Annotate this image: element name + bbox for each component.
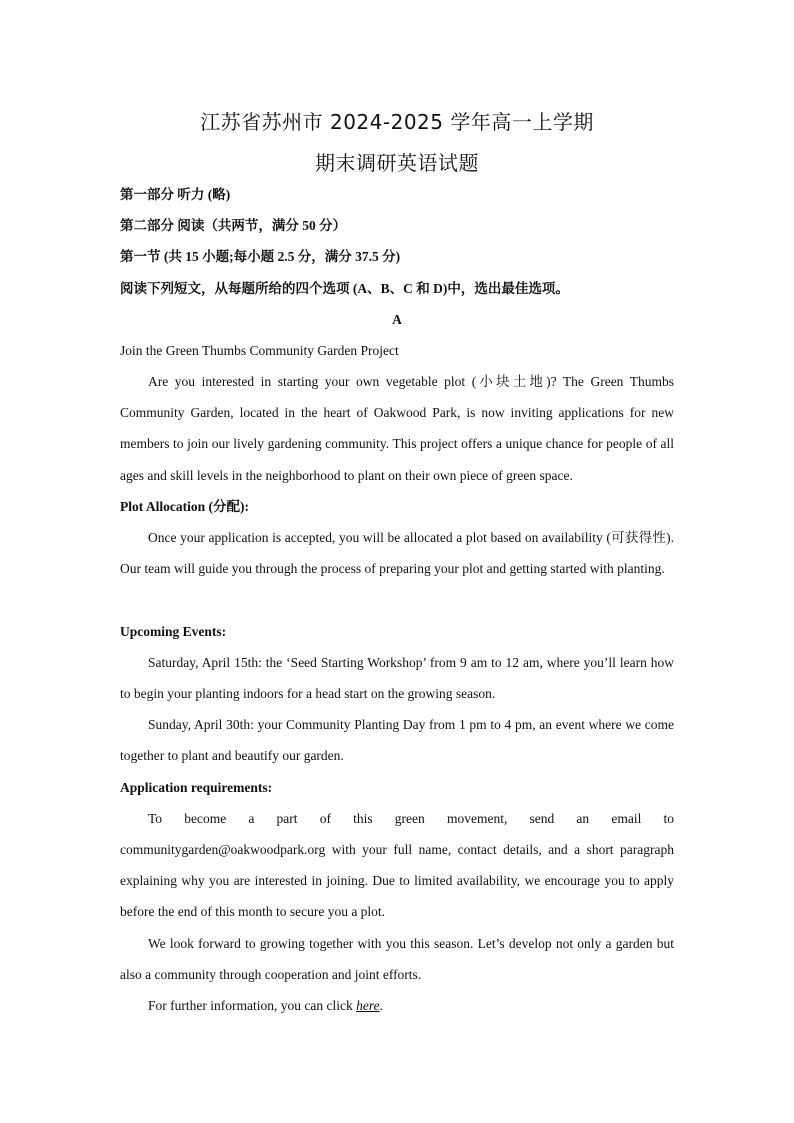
closing-paragraph: We look forward to growing together with you this season. Let’s develop not only a garden but also a community through cooperation and joint efforts. — [120, 936, 674, 983]
further-info-paragraph — [120, 990, 674, 1021]
passage-label: A — [392, 312, 402, 327]
part2-heading: 第二部分 阅读（共两节，满分 50 分） — [120, 218, 347, 233]
allocation-heading: Plot Allocation (分配): — [120, 499, 249, 514]
part1-heading: 第一部分 听力 (略) — [120, 187, 231, 202]
event-1-paragraph: Saturday, April 15th: the ‘Seed Starting Workshop’ from 9 am to 12 am, where you’ll learn how to begin your planting indoors for a head start on the growing season. — [120, 655, 674, 702]
further-info-text: For further information, you can click — [148, 998, 357, 1013]
instruction-text: 阅读下列短文，从每题所给的四个选项 (A、B、C 和 D)中，选出最佳选项。 — [120, 281, 569, 296]
further-info-end: . — [379, 998, 383, 1013]
intro-paragraph: Are you interested in starting your own vegetable plot (小块土地)? The Green Thumbs Community Garden, located in the heart of Oakwood Park, is now inviting applications for new members to join our lively gardening community. This project offers a unique chance for people of all ages and skill levels in the neighborhood to plant on their own piece of green space. — [120, 374, 674, 483]
events-heading: Upcoming Events: — [120, 624, 227, 639]
here-link[interactable]: here — [356, 998, 380, 1013]
requirements-heading: Application requirements: — [120, 780, 273, 795]
page-title: 江苏省苏州市 2024-2025 学年高一上学期 — [200, 110, 594, 134]
requirements-paragraph-line1: To become a part of this green movement, send an email to — [148, 811, 674, 826]
section1-heading: 第一节 (共 15 小题;每小题 2.5 分，满分 37.5 分) — [120, 249, 401, 264]
event-2-paragraph: Sunday, April 30th: your Community Planting Day from 1 pm to 4 pm, an event where we come together to plant and beautify our garden. — [120, 717, 674, 764]
page-subtitle: 期末调研英语试题 — [315, 151, 479, 175]
requirements-paragraph: communitygarden@oakwoodpark.org with your full name, contact details, and a short paragraph explaining why you are interested in joining. Due to limited availability, we encourage you to apply before the end of this month to secure you a plot. — [120, 842, 674, 920]
passage-heading: Join the Green Thumbs Community Garden Project — [120, 343, 399, 358]
allocation-paragraph: Once your application is accepted, you will be allocated a plot based on availability (可获得性). Our team will guide you through the process of preparing your plot and getting started with planting. — [120, 530, 674, 577]
